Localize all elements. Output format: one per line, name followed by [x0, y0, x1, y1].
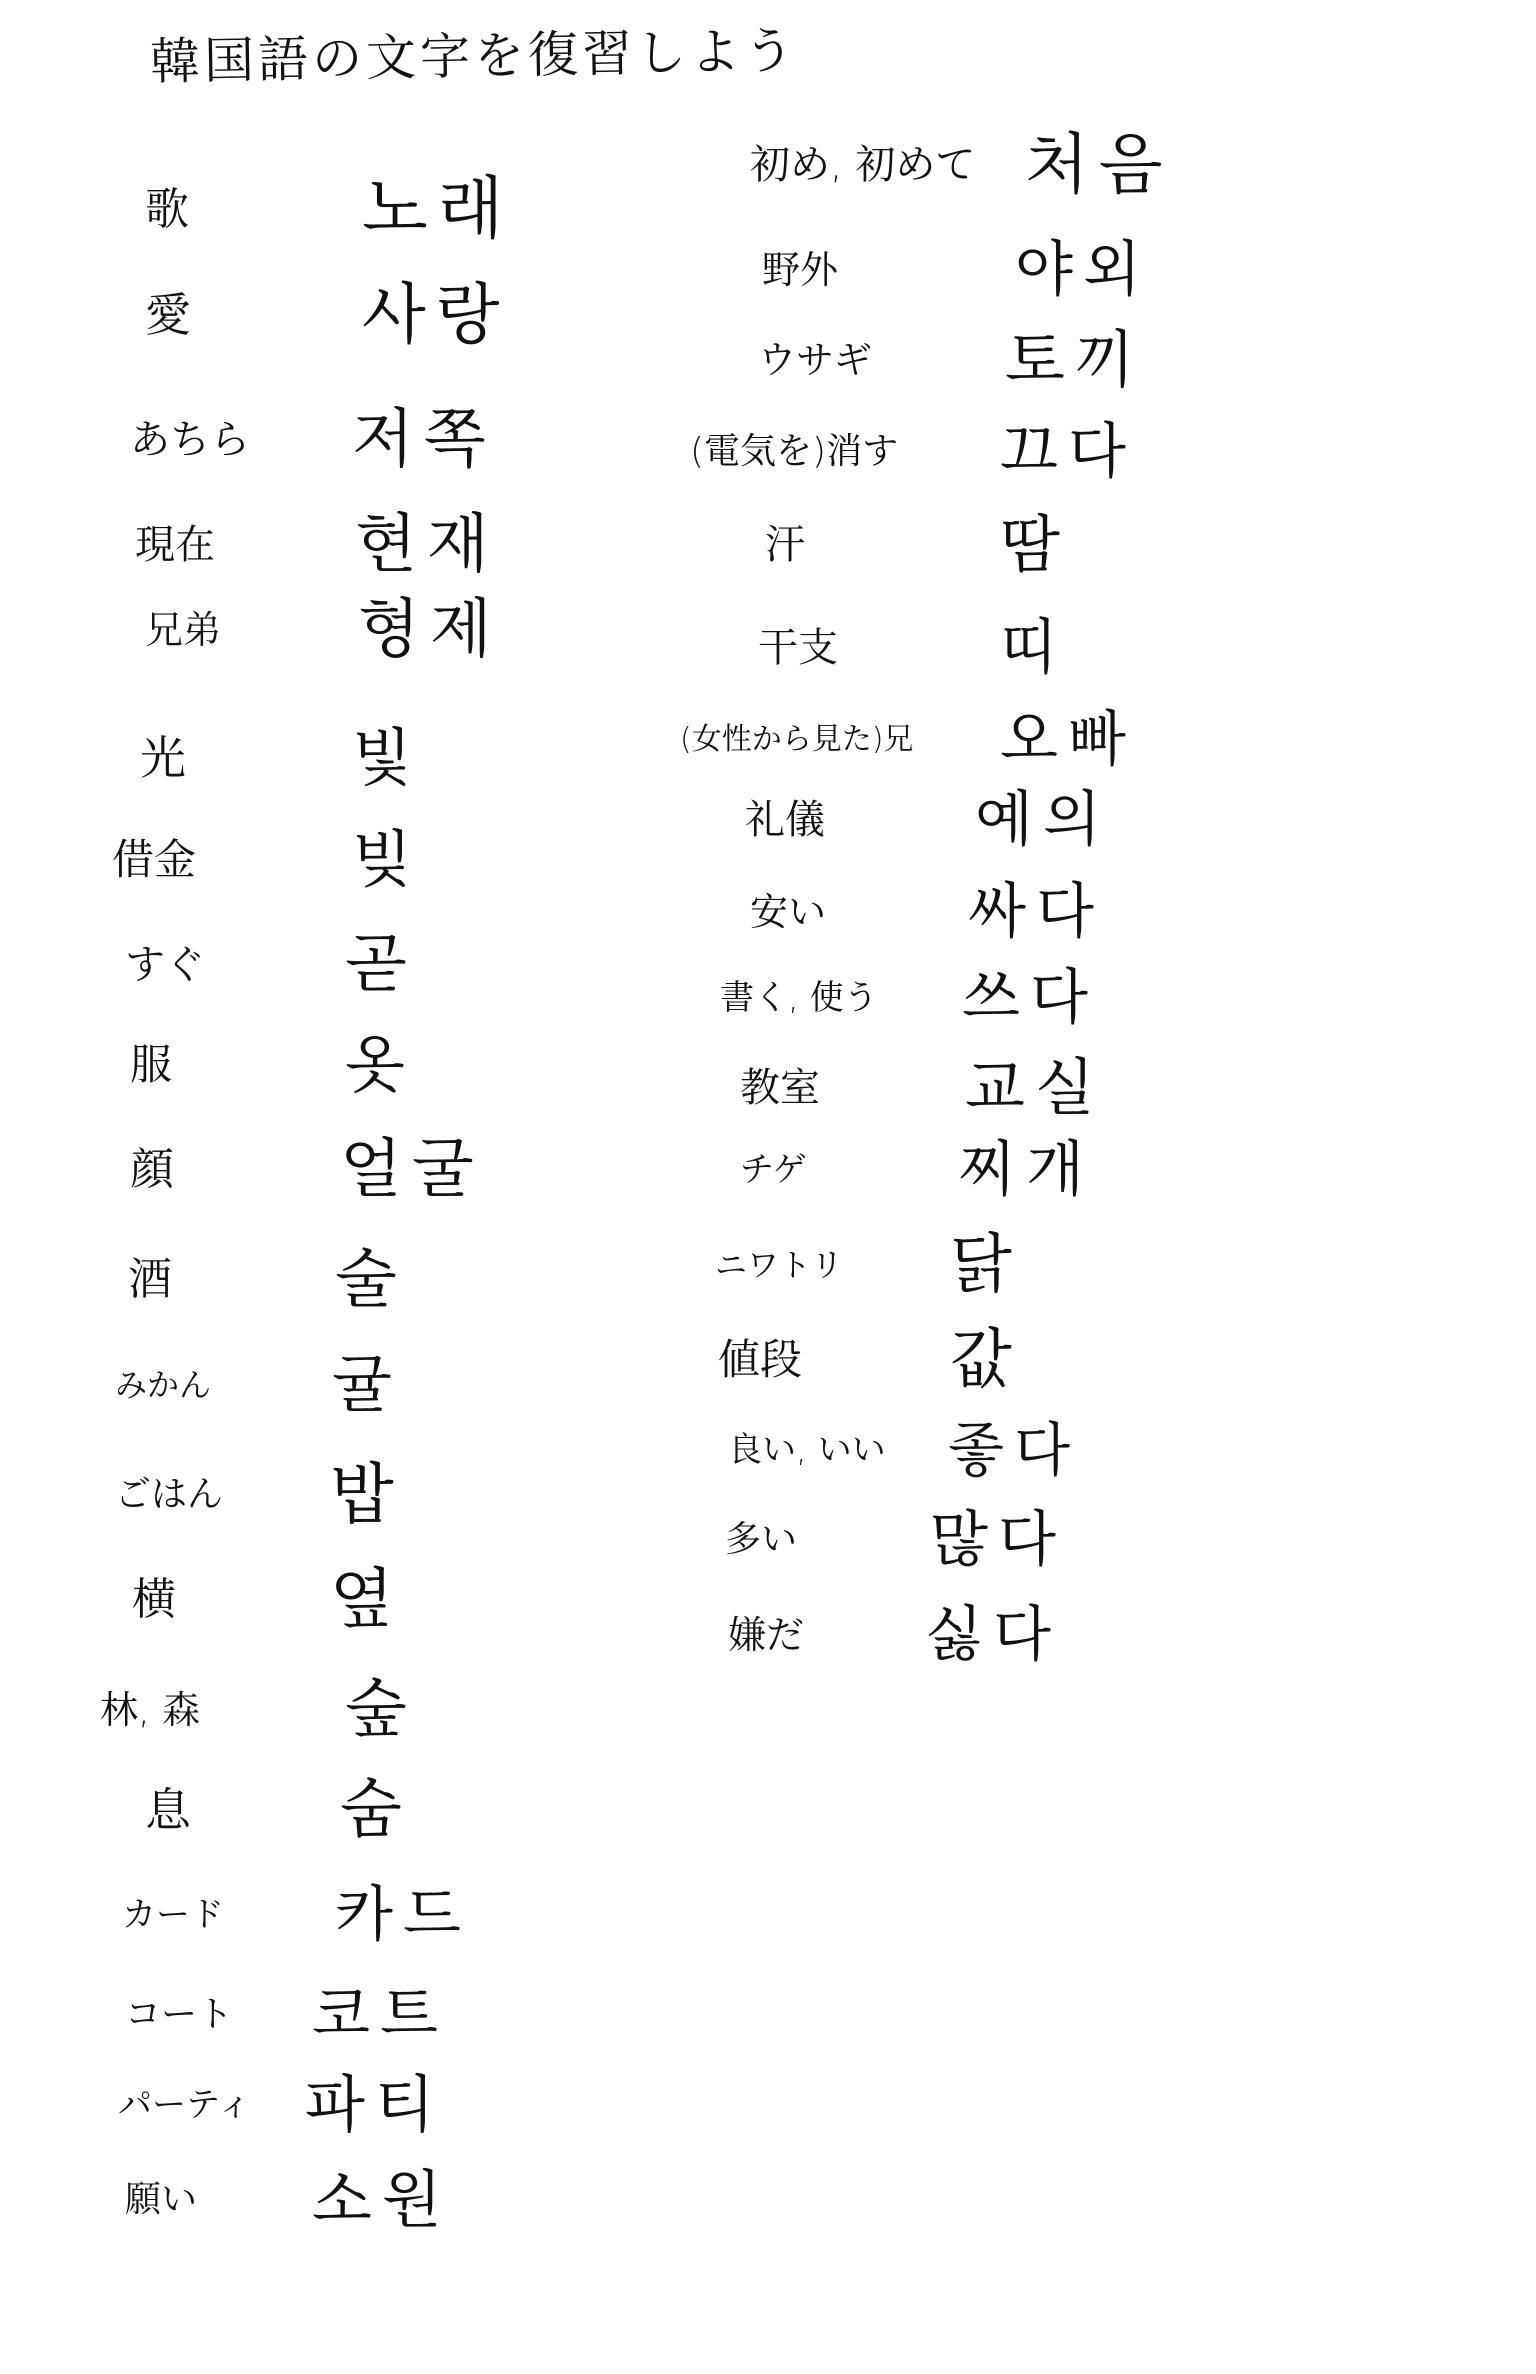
japanese-word: 嫌だ	[728, 1613, 805, 1657]
japanese-word: 書く, 使う	[720, 978, 878, 1018]
japanese-word: 横	[132, 1574, 176, 1625]
korean-word: 얼굴	[340, 1133, 484, 1207]
japanese-word: 汗	[765, 522, 805, 568]
japanese-word: 酒	[128, 1254, 172, 1305]
japanese-word: 干支	[758, 625, 838, 671]
korean-word: 많다	[930, 1505, 1066, 1575]
korean-word: 싸다	[968, 877, 1104, 947]
japanese-word: 息	[145, 1783, 191, 1837]
korean-word: 귤	[332, 1348, 402, 1421]
korean-word: 사랑	[362, 276, 510, 353]
korean-word: 빛	[352, 721, 422, 794]
japanese-word: 光	[140, 731, 186, 785]
korean-word: 밥	[330, 1456, 404, 1533]
japanese-word: 現在	[135, 522, 215, 568]
korean-word: 곧	[345, 928, 417, 1002]
korean-word: 예의	[975, 785, 1111, 855]
korean-word: 노래	[362, 170, 514, 249]
korean-word: 찌개	[958, 1135, 1094, 1205]
japanese-word: 野外	[762, 248, 839, 292]
japanese-word: 多い	[725, 1519, 798, 1560]
korean-word: 파티	[305, 2068, 445, 2141]
korean-word: 옆	[330, 1561, 404, 1638]
japanese-word: あちら	[130, 417, 250, 463]
japanese-word: 林, 森	[100, 1688, 201, 1732]
japanese-word: コート	[125, 1994, 234, 2035]
japanese-word: 初め, 初めて	[750, 142, 976, 188]
korean-word: 땀	[1000, 508, 1070, 581]
japanese-word: 愛	[145, 288, 191, 342]
japanese-word: ニワトリ	[715, 1246, 844, 1284]
japanese-word: パーティ	[118, 2085, 252, 2125]
korean-word: 코트	[312, 1980, 448, 2050]
korean-word: 소원	[312, 2163, 452, 2236]
japanese-word: ごはん	[115, 1474, 224, 1515]
korean-word: 카드	[335, 1880, 471, 1950]
korean-word: 교실	[965, 1051, 1105, 1124]
korean-word: 현재	[355, 508, 499, 582]
japanese-word: 歌	[145, 184, 189, 235]
japanese-word: 顔	[130, 1144, 174, 1195]
korean-word: 야외	[1015, 235, 1151, 305]
japanese-word: 礼儀	[745, 797, 825, 843]
korean-word: 띠	[1000, 613, 1068, 683]
korean-word: 오빠	[1000, 705, 1136, 775]
japanese-word: カード	[122, 1895, 224, 1935]
korean-word: 좋다	[948, 1416, 1081, 1484]
japanese-word: 値段	[718, 1335, 803, 1384]
japanese-word: 良い, いい	[728, 1430, 886, 1470]
korean-word: 저쪽	[352, 403, 496, 477]
korean-word: 빚	[352, 823, 422, 896]
japanese-word: 願い	[125, 2179, 198, 2220]
japanese-word: ウサギ	[758, 338, 873, 382]
korean-word: 끄다	[1000, 417, 1136, 487]
korean-word: 토끼	[1005, 323, 1145, 396]
japanese-word: (電気を)消す	[690, 431, 899, 472]
korean-word: 숨	[340, 1773, 412, 1847]
page-title: 韓国語の文字を復習しよう	[149, 21, 799, 91]
japanese-word: 兄弟	[145, 608, 222, 652]
japanese-word: 安い	[750, 890, 827, 934]
korean-word: 쓰다	[962, 963, 1098, 1033]
japanese-word: 服	[130, 1040, 173, 1089]
korean-word: 옷	[345, 1028, 415, 1101]
japanese-word: みかん	[115, 1366, 212, 1404]
japanese-word: 教室	[740, 1065, 820, 1111]
korean-word: 값	[950, 1323, 1022, 1397]
korean-word: 싫다	[925, 1600, 1061, 1670]
japanese-word: 借金	[112, 835, 197, 884]
japanese-word: チゲ	[740, 1150, 807, 1190]
japanese-word: (女性から見た)兄	[680, 722, 914, 757]
korean-word: 숲	[345, 1673, 417, 1747]
korean-word: 술	[335, 1243, 407, 1317]
korean-word: 형제	[358, 593, 502, 667]
japanese-word: すぐ	[125, 942, 205, 988]
korean-word: 닭	[950, 1228, 1022, 1302]
korean-word: 처음	[1025, 126, 1173, 203]
